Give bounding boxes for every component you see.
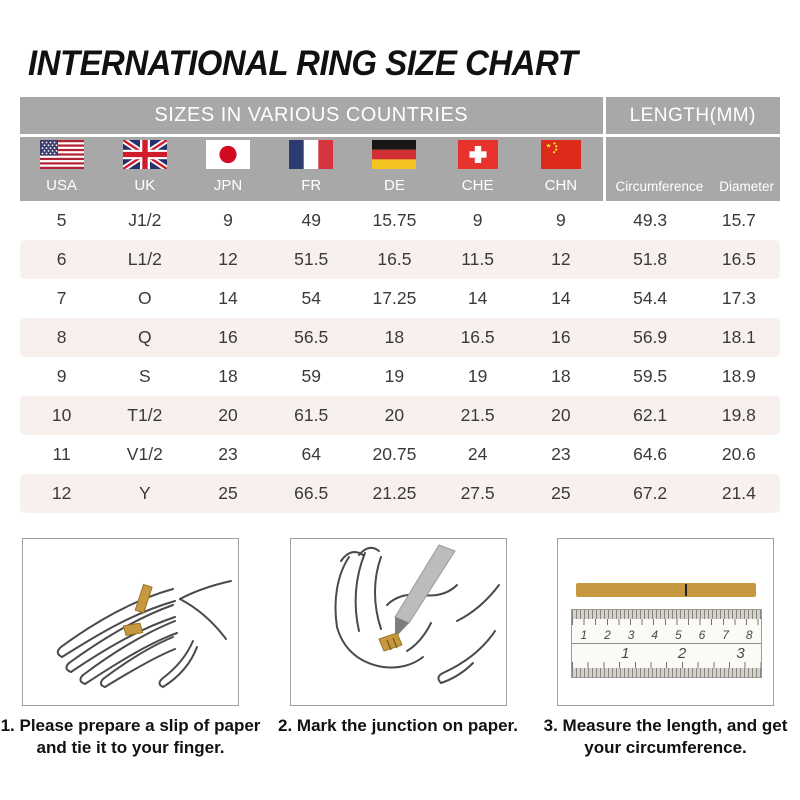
ruler-cm-number: 4: [651, 628, 659, 642]
size-cell: O: [103, 279, 186, 318]
instruction-step-2: [278, 538, 518, 760]
size-cell: 51.5: [270, 240, 353, 279]
column-code-chn: CHN: [544, 177, 578, 194]
table-row: [20, 201, 780, 240]
ruler-cm-number: 3: [627, 628, 635, 642]
size-cell: 16.5: [436, 318, 519, 357]
column-code-fr: FR: [301, 177, 322, 194]
column-header-chn: [519, 137, 602, 201]
france-flag-icon: [289, 140, 333, 169]
ruler-cm-number: 1: [580, 628, 588, 642]
paper-strip: [576, 583, 756, 597]
size-cell: 64: [270, 435, 353, 474]
size-cell: 18.1: [698, 318, 780, 357]
uk-flag-icon: [123, 140, 167, 169]
size-cell: 17.3: [698, 279, 780, 318]
ruler-cm-number: 8: [745, 628, 753, 642]
size-cell: 12: [20, 474, 103, 513]
ruler-cm-number: 7: [722, 628, 729, 642]
size-cell: L1/2: [103, 240, 186, 279]
size-cell: S: [103, 357, 186, 396]
size-cell: 54: [270, 279, 353, 318]
circumference-header: Circumference: [615, 179, 704, 194]
size-cell: 21.5: [436, 396, 519, 435]
countries-group-header: SIZES IN VARIOUS COUNTRIES: [20, 97, 603, 137]
step2-illustration: [290, 538, 507, 706]
ruler-inch-number: 3: [736, 645, 745, 662]
length-group-header: LENGTH(MM): [603, 97, 780, 137]
instruction-step-3: [543, 538, 788, 760]
table-row: [20, 318, 780, 357]
size-cell: 19: [353, 357, 436, 396]
size-cell: 62.1: [603, 396, 698, 435]
size-cell: 59: [270, 357, 353, 396]
size-cell: 8: [20, 318, 103, 357]
column-code-uk: UK: [134, 177, 156, 194]
size-cell: 54.4: [603, 279, 698, 318]
germany-flag-icon: [372, 140, 416, 169]
size-cell: 11.5: [436, 240, 519, 279]
hand-with-paper-drawing: [23, 539, 238, 705]
size-cell: 7: [20, 279, 103, 318]
size-cell: 49.3: [603, 201, 698, 240]
size-cell: 19: [436, 357, 519, 396]
size-cell: 14: [436, 279, 519, 318]
ruler-inch-number: 1: [621, 645, 630, 662]
column-code-che: CHE: [461, 177, 494, 194]
japan-flag-icon: [206, 140, 250, 169]
table-row: [20, 474, 780, 513]
step1-illustration: [22, 538, 239, 706]
size-cell: 17.25: [353, 279, 436, 318]
size-cell: 18: [519, 357, 602, 396]
size-cell: 15.7: [698, 201, 780, 240]
length-subheaders: [603, 137, 780, 201]
size-cell: Y: [103, 474, 186, 513]
size-cell: 16.5: [353, 240, 436, 279]
size-cell: 20: [519, 396, 602, 435]
switzerland-flag-icon: [458, 140, 498, 169]
size-cell: 18: [186, 357, 269, 396]
page-title: INTERNATIONAL RING SIZE CHART: [28, 44, 578, 83]
column-code-jpn: JPN: [213, 177, 243, 194]
size-cell: 16: [186, 318, 269, 357]
size-cell: 25: [186, 474, 269, 513]
size-cell: 20: [186, 396, 269, 435]
table-row: [20, 357, 780, 396]
column-header-fr: [270, 137, 353, 201]
column-header-jpn: [186, 137, 269, 201]
ruler-cm-number: 2: [604, 628, 611, 642]
step2-caption: 2. Mark the junction on paper.: [278, 716, 518, 735]
size-cell: 49: [270, 201, 353, 240]
ruler-inch-number: 2: [677, 645, 687, 662]
ruler-top-edge: [572, 610, 761, 619]
size-cell: 64.6: [603, 435, 698, 474]
instruction-panels: [0, 538, 788, 760]
size-cell: 51.8: [603, 240, 698, 279]
size-cell: 11: [20, 435, 103, 474]
size-cell: 59.5: [603, 357, 698, 396]
size-cell: T1/2: [103, 396, 186, 435]
ruler-inch-labels: [572, 644, 761, 668]
size-cell: 6: [20, 240, 103, 279]
table-row: [20, 240, 780, 279]
size-cell: 20.6: [698, 435, 780, 474]
size-cell: 20.75: [353, 435, 436, 474]
size-cell: 23: [186, 435, 269, 474]
column-code-usa: USA: [46, 177, 78, 194]
table-row: [20, 396, 780, 435]
size-cell: 15.75: [353, 201, 436, 240]
size-cell: 16.5: [698, 240, 780, 279]
size-cell: 20: [353, 396, 436, 435]
size-cell: 14: [186, 279, 269, 318]
size-cell: 56.5: [270, 318, 353, 357]
size-cell: 9: [20, 357, 103, 396]
column-header-usa: [20, 137, 103, 201]
paper-strip-mark: [685, 584, 687, 596]
size-cell: 12: [186, 240, 269, 279]
size-cell: 56.9: [603, 318, 698, 357]
size-cell: J1/2: [103, 201, 186, 240]
step1-caption: 1. Please prepare a slip of paper and tie it to your finger.: [0, 716, 261, 758]
table-column-header-row: [20, 137, 780, 201]
size-cell: 9: [186, 201, 269, 240]
size-cell: 18.9: [698, 357, 780, 396]
instruction-step-1: [0, 538, 261, 760]
column-header-de: [353, 137, 436, 201]
diameter-header: Diameter: [719, 179, 774, 194]
size-cell: 67.2: [603, 474, 698, 513]
size-cell: 25: [519, 474, 602, 513]
size-cell: 21.25: [353, 474, 436, 513]
size-cell: 21.4: [698, 474, 780, 513]
size-cell: Q: [103, 318, 186, 357]
ruler: [571, 609, 762, 678]
step3-illustration: [557, 538, 774, 706]
size-cell: 9: [519, 201, 602, 240]
size-cell: 27.5: [436, 474, 519, 513]
ruler-cm-labels: [572, 619, 761, 644]
usa-flag-icon: [40, 140, 84, 169]
size-cell: 18: [353, 318, 436, 357]
size-cell: V1/2: [103, 435, 186, 474]
china-flag-icon: [541, 140, 581, 169]
column-header-uk: [103, 137, 186, 201]
ruler-bottom-edge: [572, 668, 761, 677]
marking-hand-drawing: [291, 539, 506, 705]
ruler-cm-number: 5: [674, 628, 682, 642]
ruler-cm-number: 6: [698, 628, 706, 642]
size-cell: 66.5: [270, 474, 353, 513]
column-header-che: [436, 137, 519, 201]
size-cell: 14: [519, 279, 602, 318]
column-code-de: DE: [383, 177, 405, 194]
size-cell: 9: [436, 201, 519, 240]
size-cell: 16: [519, 318, 602, 357]
table-row: [20, 279, 780, 318]
size-cell: 10: [20, 396, 103, 435]
ring-size-table: [20, 97, 780, 513]
size-cell: 12: [519, 240, 602, 279]
table-group-header-row: [20, 97, 780, 137]
size-cell: 19.8: [698, 396, 780, 435]
table-body: [20, 201, 780, 513]
size-cell: 24: [436, 435, 519, 474]
size-cell: 5: [20, 201, 103, 240]
step3-caption: 3. Measure the length, and get your circumference.: [543, 716, 788, 758]
size-cell: 23: [519, 435, 602, 474]
size-cell: 61.5: [270, 396, 353, 435]
table-row: [20, 435, 780, 474]
